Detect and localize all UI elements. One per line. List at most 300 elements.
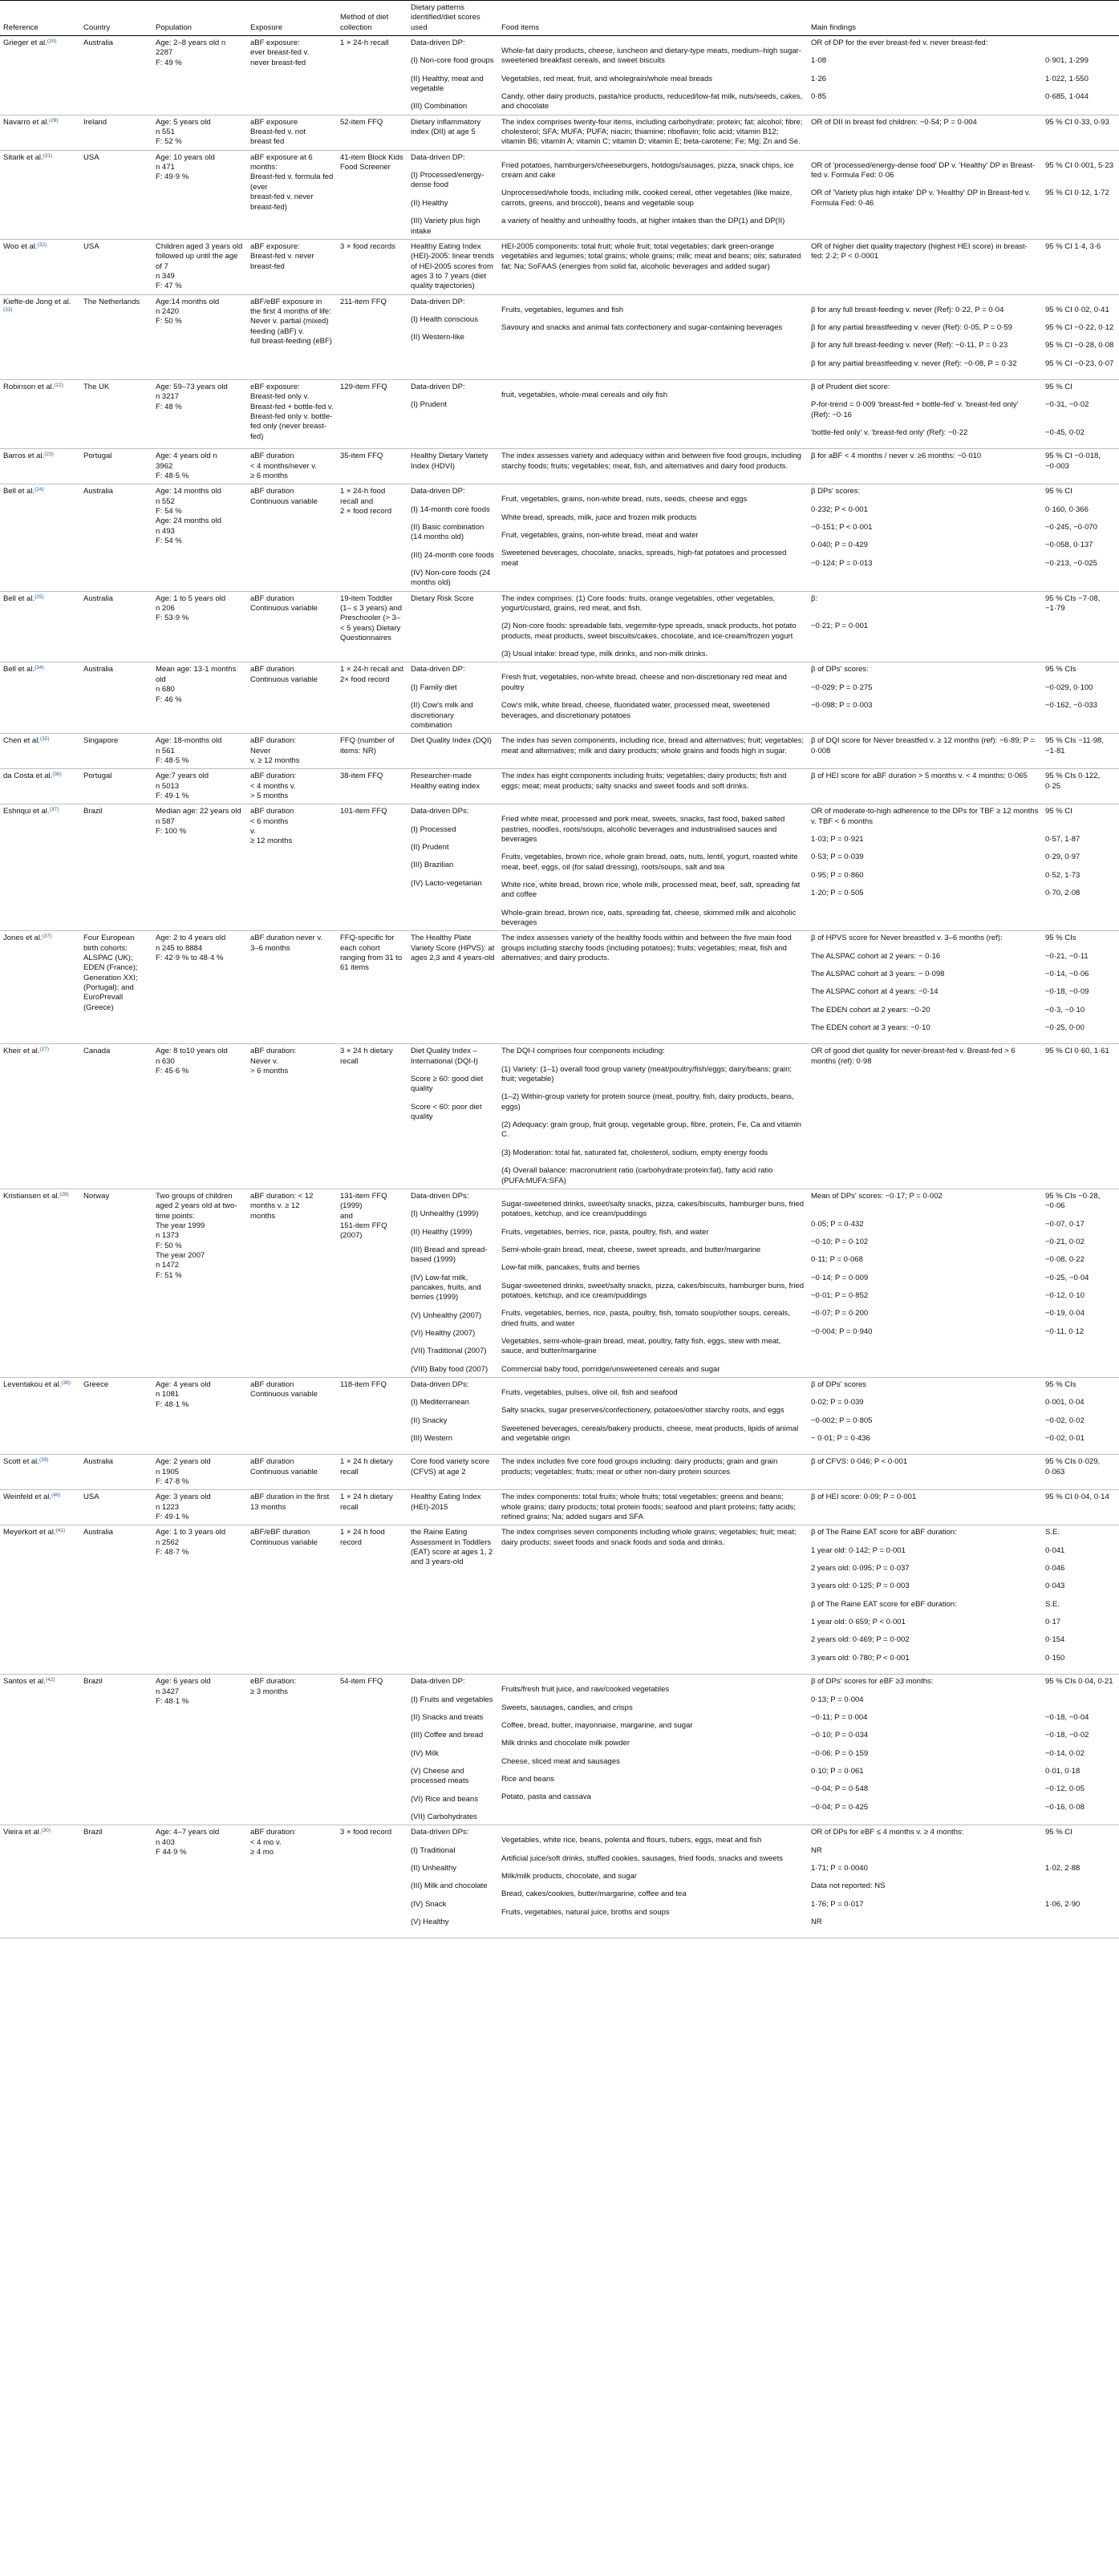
cell-method [337,36,407,115]
dietary-pattern-line: (VI) Healthy (2007) [411,1328,476,1338]
food-items-line: (3) Moderation: total fat, saturated fat, cholesterol, sodium, empty energy foods [501,1148,768,1157]
reference-number: (27) [39,1047,49,1053]
header-row [0,1,1119,36]
finding-ci: −0·12, 0·05 [1045,1784,1085,1794]
finding-ci: S.E. [1045,1599,1060,1609]
food-items-line: Candy, other dairy products, pasta/rice products, reduced/low-fat milk, nuts/seeds, cakes, and chocolate [501,92,803,111]
dietary-pattern-line: (II) Healthy, meat and vegetable [411,74,484,94]
food-items-line: The index comprises: (1) Core foods: fruits, orange vegetables, other vegetables, yogurt/custard, grains, red meat, and fish. [501,593,776,614]
finding-ci: 95 % CI 0·02, 0·41 [1045,305,1109,314]
finding-ci: −0·31, −0·02 [1045,400,1089,410]
cell-main-findings [808,1825,1119,1938]
cell-food-items [498,239,808,294]
cell-reference [0,379,80,448]
finding-ci: 0·046 [1045,1564,1065,1574]
finding-row [811,1767,1116,1776]
food-items-line: Sweets, sausages, candies, and crisps [501,1703,633,1712]
finding-value: 0·05; P = 0·432 [811,1219,864,1229]
finding-ci: −0·213, −0·025 [1045,558,1097,568]
cell-method [337,1490,407,1525]
finding-row [811,452,1116,472]
exposure-line: Continuous variable [250,604,318,614]
finding-ci: 95 % CIs [1045,934,1076,943]
cell-exposure [247,150,337,239]
finding-ci: 0·01, 0·18 [1045,1766,1080,1776]
cell-country: Greece [80,1377,152,1454]
finding-value: β of DPs' scores [811,1379,867,1389]
dietary-pattern-line: Core food variety score (CFVS) at age 2 [411,1457,490,1476]
finding-ci [1045,1918,1116,1927]
finding-value: β for aBF < 4 months / never v. ≥6 months: −0·010 [811,452,982,461]
cell-reference [0,1189,80,1377]
finding-value: 3 years old: 0·125; P = 0·003 [811,1582,910,1591]
cell-method [337,379,407,448]
table-row [0,804,1119,931]
dietary-pattern-line: (I) Health conscious [411,314,478,324]
population-line: n 245 to 8884 [156,943,203,953]
dietary-pattern-line: (VII) Carbohydrates [411,1812,477,1821]
exposure-line: never breast-fed [250,58,306,67]
method-line: 3 × 24 h dietary recall [340,1047,393,1066]
population-line: n 5013 [156,781,180,791]
finding-value: The EDEN cohort at 3 years: −0·10 [811,1023,930,1033]
finding-value: 1·71; P = 0·0040 [811,1863,868,1873]
population-line: F: 51 % [156,1270,182,1280]
dietary-pattern-line: (I) Non-core food groups [411,56,494,66]
finding-row [811,341,1116,350]
cell-population [152,1825,247,1938]
dietary-pattern-line: (II) Snacks and treats [411,1712,484,1722]
exposure-line: v. ≥ 12 months [250,755,300,765]
cell-exposure [247,1377,337,1454]
finding-ci: 95 % CIs 0·029, 0·063 [1045,1457,1101,1476]
finding-value: β of HEI score for aBF duration > 5 months v. < 4 months: 0·065 [811,772,1028,781]
reference-number: (41) [55,1528,66,1534]
method-line: 1 × 24-h recall and 2× food record [340,665,403,684]
food-items-line: Savoury and snacks and animal fats confectionery and sugar-containing beverages [501,322,783,332]
finding-value: −0·06; P = 0·159 [811,1748,869,1758]
cell-main-findings [808,484,1119,591]
table-row [0,1455,1119,1490]
food-items-line: Vegetables, white rice, beans, polenta and flours, tubers, eggs, meat and fish [501,1836,762,1845]
finding-value: The ALSPAC cohort at 4 years: −0·14 [811,987,939,997]
finding-value: β of DPs' scores: [811,665,869,674]
food-items-line: (3) Usual intake: bread type, milk drinks, and non-milk drinks. [501,650,708,659]
finding-value: −0·14; P = 0·009 [811,1273,869,1282]
finding-value: β of Prudent diet score: [811,382,890,391]
reference-number: (32) [37,241,47,248]
population-line: Age: 4 years old n [156,452,217,461]
cell-dietary-patterns [407,1525,498,1675]
dietary-pattern-line: (I) Prudent [411,400,447,410]
finding-ci: −0·14, −0·06 [1045,970,1089,979]
cell-population [152,769,247,804]
finding-row [811,323,1116,333]
finding-row [811,38,1116,48]
exposure-line: < 6 months [250,816,289,826]
dietary-pattern-line: (II) Western-like [411,333,464,342]
table-row [0,449,1119,484]
method-line: 41-item Block Kids Food Screener [340,152,403,172]
population-line: Age: 4–7 years old [156,1828,220,1837]
col-header-dietary-patterns: Dietary patterns identified/diet scores used [407,1,498,36]
food-items-line: White bread, spreads, milk, juice and frozen milk products [501,512,697,522]
finding-value: OR of moderate-to-high adherence to the DPs for TBF ≥ 12 months v. TBF < 6 months [811,807,1039,826]
finding-value: 0·02; P = 0·039 [811,1398,864,1407]
cell-exposure [247,115,337,150]
exposure-line: full breast-feeding (eBF) [250,336,332,346]
reference-text: Jones et al. [3,934,43,943]
population-line: The year 2007 [156,1250,205,1260]
finding-value: OR of DPs for eBF ≤ 4 months v. ≥ 4 months: [811,1828,964,1837]
exposure-line: aBF duration: < 12 [250,1191,314,1201]
population-line: n 1081 [156,1390,180,1399]
cell-food-items [498,150,808,239]
finding-ci: 95 % CI 1·4, 3·6 [1045,241,1101,251]
finding-ci [1045,1695,1116,1705]
table-row [0,294,1119,379]
reference-text: Navarro et al. [3,117,50,127]
finding-value: −0·21; P = 0·001 [811,622,869,631]
population-line: F: 50 % [156,1241,182,1250]
cell-method [337,449,407,484]
population-line: F: 47 % [156,281,182,291]
population-line: Age: 2 to 4 years old [156,934,226,943]
food-items-line: White rice, white bread, brown rice, whole milk, processed meat, beef, salt, spreading fat and coffee [501,880,801,900]
exposure-line: aBF duration in the first 13 months [250,1493,330,1512]
reference-text: Kristiansen et al. [3,1191,60,1201]
food-items-line: Whole-grain bread, brown rice, oats, spreading fat, cheese, skimmed milk and alcoholic beverages [501,908,797,927]
food-items-line: (2) Non-core foods: spreadable fats, vegemite-type spreads, snack products, hot potato products, meat products, sweet biscuits/cakes, chocolate, and ice-cream/frozen yogurt [501,622,797,641]
cell-main-findings [808,1525,1119,1675]
cell-main-findings [808,449,1119,484]
cell-method [337,115,407,150]
finding-ci: 0·17 [1045,1618,1061,1627]
dietary-pattern-line: Data-driven DPs: [411,1379,469,1389]
cell-dietary-patterns [407,1455,498,1490]
dietary-pattern-line: Diet Quality Index (DQI) [411,736,492,746]
population-line: F: 50 % [156,317,182,326]
finding-row [811,359,1116,369]
cell-dietary-patterns [407,931,498,1044]
reference-number: (34) [34,665,44,671]
cell-main-findings [808,294,1119,379]
finding-row [811,1582,1116,1591]
dietary-pattern-line: (III) Variety plus high intake [411,217,480,236]
finding-value: OR of 'Variety plus high intake' DP v. 'Healthy' DP in Breast-fed v. Formula Fed: 0·46 [811,188,1031,208]
cell-population [152,591,247,662]
cell-method [337,1189,407,1377]
population-line: Age:14 months old [156,297,220,306]
finding-ci [1045,1881,1116,1891]
food-items-line: Sweetened beverages, chocolate, snacks, spreads, high-fat potatoes and processed meat [501,549,787,568]
table-row [0,1825,1119,1938]
dietary-pattern-line: The Healthy Plate Variety Score (HPVS): at ages 2,3 and 4 years-old [411,934,495,963]
method-line: FFQ (number of items: NR) [340,736,395,755]
reference-text: Meyerkort et al. [3,1528,56,1537]
dietary-pattern-line: (I) Processed/energy-dense food [411,171,484,190]
finding-row [811,1846,1116,1856]
population-line: Age: 4 years old [156,1379,211,1389]
finding-ci: 0·150 [1045,1653,1065,1663]
cell-country: The Netherlands [80,294,152,379]
cell-dietary-patterns [407,36,498,115]
cell-population [152,1377,247,1454]
finding-row [811,1864,1116,1873]
population-line: n 2420 [156,306,180,316]
finding-row [811,188,1116,209]
cell-main-findings [808,931,1119,1044]
food-items-line: Bread, cakes/cookies, butter/margarine, coffee and tea [501,1889,687,1899]
cell-dietary-patterns [407,1825,498,1938]
cell-dietary-patterns [407,804,498,931]
food-items-line: The index assesses variety and adequacy within and between five food groups, including starchy foods; fruits; vegetables; meat, fish, and alternatives and dairy food products. [501,452,801,471]
finding-row [811,1918,1116,1927]
reference-number: (30) [41,1828,51,1834]
reference-text: Leventakou et al. [3,1379,62,1389]
finding-value: β of The Raine EAT score for eBF duration: [811,1599,957,1609]
dietary-pattern-line: (III) Milk and chocolate [411,1881,488,1891]
finding-value: −0·004; P = 0·940 [811,1326,873,1336]
cell-method [337,804,407,931]
method-line: 101-item FFQ [340,807,387,816]
table-row [0,1377,1119,1454]
finding-row [811,1327,1116,1337]
finding-ci: −0·21, −0·11 [1045,951,1089,961]
exposure-line: aBF duration [250,665,294,674]
dietary-pattern-line: Researcher-made Healthy eating index [411,772,480,791]
cell-reference [0,449,80,484]
finding-row [811,1434,1116,1444]
finding-ci: −0·11, 0·12 [1045,1326,1085,1336]
population-line: 3962 [156,461,173,471]
cell-dietary-patterns [407,1189,498,1377]
finding-ci: −0·18, −0·04 [1045,1712,1089,1722]
reference-text: Woo et al. [3,241,38,251]
population-line: F: 49·1 % [156,1513,189,1522]
table-row [0,115,1119,150]
cell-population [152,379,247,448]
exposure-line: Continuous variable [250,674,318,684]
population-line: Age: 14 months old [156,487,221,496]
food-items-line: Fried potatoes, hamburgers/cheeseburgers, hotdogs/sausages, pizza, snack chips, ice cream and cake [501,160,794,180]
population-line: F: 52 % [156,137,182,147]
finding-ci [1045,1846,1116,1856]
food-items-line: Artificial juice/soft drinks, stuffed cookies, sausages, fried foods, snacks and sweets [501,1853,783,1863]
cell-dietary-patterns [407,115,498,150]
finding-value: 0·95; P = 0·860 [811,870,864,880]
cell-main-findings [808,662,1119,734]
finding-ci: 0·901, 1·299 [1045,56,1089,66]
population-line: n 1472 [156,1261,180,1270]
finding-ci: −0·16, 0·08 [1045,1802,1085,1812]
population-line: F: 100 % [156,826,187,836]
population-line: 2287 [156,48,173,58]
cell-exposure [247,1044,337,1189]
food-items-line: Fruits, vegetables, berries, rice, pasta, poultry, fish, and water [501,1227,709,1237]
method-line: 19-item Toddler (1– ≤ 3 years) and Preschooler (> 3– < 5 years) Dietary Questionnaires [340,593,403,643]
reference-text: Grieger et al. [3,38,47,48]
population-line: Two groups of children aged 2 years old at two-time points: [156,1191,237,1221]
cell-country: Ireland [80,115,152,150]
col-header-method: Method of diet collection [337,1,407,36]
food-items-line: Cheese, sliced meat and sausages [501,1756,620,1766]
population-line: Age: 6 years old [156,1677,211,1687]
finding-row [811,1528,1116,1537]
exposure-line: 3–6 months [250,943,290,953]
cell-food-items [498,36,808,115]
cell-method [337,591,407,662]
exposure-line: aBF duration [250,487,294,496]
cell-main-findings [808,804,1119,931]
exposure-line: aBF duration [250,452,294,461]
finding-value: β of HEI score: 0·09; P = 0·001 [811,1493,917,1502]
reference-number: (31) [43,152,53,159]
population-line: Mean age: 13·1 months old [156,665,237,684]
population-line: n 587 [156,816,175,826]
reference-number: (36) [52,772,62,778]
finding-row [811,1881,1116,1891]
cell-population [152,294,247,379]
finding-value: 0·13; P = 0·004 [811,1695,864,1704]
exposure-line: breast fed [250,137,285,147]
reference-text: Santos et al. [3,1677,46,1687]
method-line: 2 × food record [340,507,392,516]
cell-country: Australia [80,1455,152,1490]
finding-value: P-for-trend = 0·009 'breast-fed + bottle-fed' v. 'breast-fed only' (Ref): −0·16 [811,400,1019,419]
cell-food-items [498,1490,808,1525]
finding-ci: 95 % CIs 0·122, 0·25 [1045,772,1101,791]
population-line: n 206 [156,604,175,614]
food-items-line: (2) Adequacy: grain group, fruit group, vegetable group, fibre, protein, Fe, Ca and vitamin C. [501,1120,801,1140]
finding-ci: −0·058, 0·137 [1045,541,1093,550]
finding-ci: 0·685, 1·044 [1045,92,1089,102]
exposure-line: Breast-fed v. formula fed (ever [250,172,334,192]
finding-ci: −0·18, −0·02 [1045,1731,1089,1740]
population-line: F: 49·1 % [156,791,189,800]
dietary-pattern-line: (II) Snacky [411,1416,448,1425]
dietary-pattern-line: (VI) Rice and beans [411,1794,478,1804]
cell-population [152,239,247,294]
col-header-main-findings: Main findings [808,1,1119,36]
dietary-pattern-line: Data-driven DP: [411,665,465,674]
cell-food-items [498,769,808,804]
cell-dietary-patterns [407,662,498,734]
cell-country: Norway [80,1189,152,1377]
food-items-line: The DQI-I comprises four components including: [501,1047,665,1056]
finding-row [811,952,1116,962]
population-line: F 44·9 % [156,1847,187,1857]
finding-value: 0·11; P = 0·068 [811,1255,863,1265]
finding-row [811,1564,1116,1574]
dietary-pattern-line: (II) Basic combination (14 months old) [411,523,484,542]
cell-country: Portugal [80,769,152,804]
finding-row [811,987,1116,997]
cell-food-items [498,1044,808,1189]
dietary-pattern-line: (II) Unhealthy [411,1863,457,1873]
population-line: Age: 2 years old [156,1457,211,1467]
reference-number: (37) [49,807,59,813]
dietary-pattern-line: (I) Mediterranean [411,1398,469,1407]
finding-ci: 95 % CI −0·22, 0·12 [1045,322,1114,332]
finding-ci: −0·029, 0·100 [1045,682,1093,692]
cell-method [337,662,407,734]
food-items-line: Fried white meat, processed and pork meat, sweets, snacks, fast food, baked salted pastries, noodles, roots/soups, alcoholic beverages and industrialised sauces and beverages [501,815,785,844]
finding-ci: −0·45, 0·02 [1045,427,1085,437]
population-line: F: 48·1 % [156,1696,189,1706]
finding-ci: −0·162, −0·033 [1045,701,1097,711]
table-row [0,1189,1119,1377]
col-header-population: Population [152,1,247,36]
dietary-pattern-line: (III) Brazilian [411,861,454,870]
finding-value: OR of DII in breast fed children: −0·54; P = 0·004 [811,117,977,127]
cell-population [152,931,247,1044]
population-line: n 3427 [156,1687,180,1696]
cell-main-findings [808,36,1119,115]
finding-row [811,523,1116,533]
finding-row [811,541,1116,550]
finding-ci: 95 % CIs −0·28, −0·06 [1045,1191,1101,1211]
method-line: 1 × 24-h food recall and [340,487,386,506]
population-line: F: 49 % [156,58,182,67]
finding-ci [1045,622,1116,631]
exposure-line: aBF exposure: [250,38,300,48]
exposure-line: Breast-fed + bottle-fed v. [250,402,334,411]
method-line: FFQ-specific for each cohort ranging from 31 to 61 items [340,934,403,973]
exposure-line: aBF exposure [250,117,298,127]
food-items-line: Cow's milk, white bread, cheese, fluoridated water, processed meat, sweetened beverages, and discretionary potatoes [501,701,770,720]
food-items-line: The index has seven components, including rice, bread and alternatives; fruit; vegetables; meat and alternatives; milk and dairy products; whole grains and foods high in sugar. [501,736,805,755]
table-body [0,36,1119,1938]
cell-reference [0,294,80,379]
population-line: Age: 24 months old [156,516,221,526]
exposure-line: aBF/eBF duration [250,1528,310,1537]
cell-reference [0,769,80,804]
cell-dietary-patterns [407,150,498,239]
cell-method [337,734,407,769]
dietary-pattern-line: (II) Cow's milk and discretionary combination [411,701,473,730]
finding-row [811,683,1116,693]
finding-row [811,1695,1116,1705]
cell-dietary-patterns [407,294,498,379]
finding-value: 1 year old: 0·142; P = 0·001 [811,1545,906,1555]
reference-number: (38) [61,1379,71,1386]
cell-exposure [247,239,337,294]
finding-row [811,242,1116,262]
food-items-line: Milk drinks and chocolate milk powder [501,1739,630,1748]
finding-value: 3 years old: 0·780; P < 0·001 [811,1653,910,1663]
cell-method [337,294,407,379]
food-items-line: Fruits, vegetables, pulses, olive oil, fish and seafood [501,1387,678,1397]
exposure-line: < 4 mo v. [250,1837,282,1847]
cell-food-items [498,1455,808,1490]
finding-ci [1045,38,1116,48]
cell-country: Australia [80,484,152,591]
cell-population [152,1525,247,1675]
finding-ci: −0·14, 0·02 [1045,1748,1085,1758]
exposure-line: ≥ 6 months [250,472,288,480]
exposure-line: Breast-fed v. never [250,252,314,261]
finding-value: β DPs' scores: [811,487,861,496]
col-header-exposure: Exposure [247,1,337,36]
finding-value: 2 years old: 0·469; P = 0·002 [811,1635,910,1645]
reference-number: (39) [39,1457,49,1464]
exposure-line: Breast-fed v. not [250,128,306,137]
finding-value: β of The Raine EAT score for aBF duration: [811,1528,957,1537]
cell-food-items [498,804,808,931]
method-line: 131-item FFQ (1999) [340,1191,387,1211]
finding-ci: 95 % CIs [1045,665,1076,674]
